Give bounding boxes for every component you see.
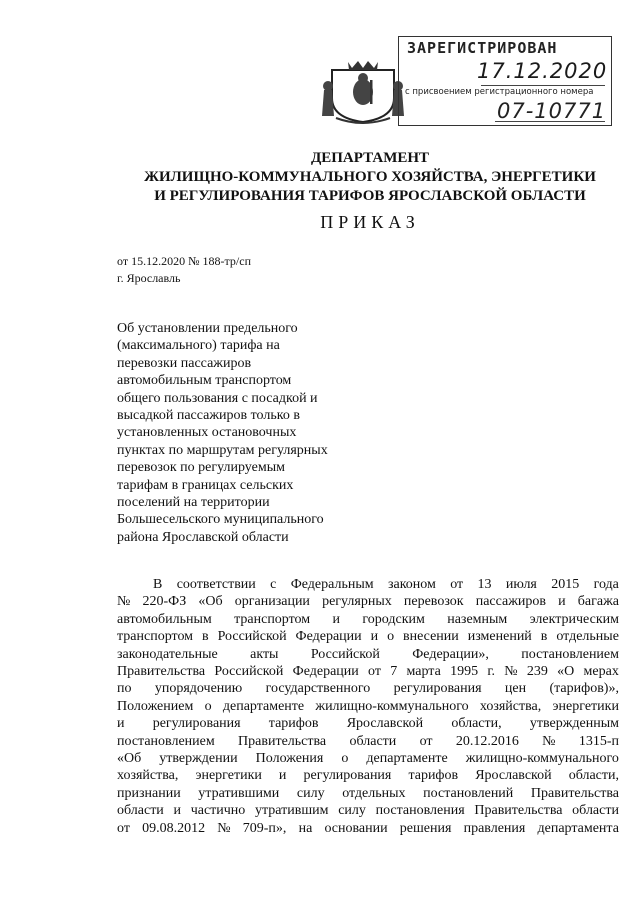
body-line: автомобильным транспортом и городским наземным электрическим [117, 611, 619, 627]
department-title-line1: ДЕПАРТАМЕНТ [310, 150, 430, 166]
stamp-registration-number: 07-10771 [497, 99, 607, 123]
department-title-line2: ЖИЛИЩНО-КОММУНАЛЬНОГО ХОЗЯЙСТВА, ЭНЕРГЕТИКИ [144, 169, 596, 185]
body-line: признании утратившими силу отдельных постановлений Правительства [117, 785, 619, 801]
body-line: от 09.08.2012 № 709-п», на основании решения правления департамента [117, 820, 619, 836]
subject-line: автомобильным транспортом [117, 373, 292, 389]
subject-line: общего пользования с посадкой и [117, 390, 318, 406]
subject-line: поселений на территории [117, 495, 270, 511]
subject-line: тарифам в границах сельских [117, 477, 294, 493]
body-line: по упорядочению государственного регулирования цен (тарифов)», [117, 681, 619, 697]
body-line: и регулирования тарифов Ярославской области, утвержденным [117, 716, 619, 732]
body-line: транспортом в Российской Федерации и о внесении изменений в отдельные [117, 629, 619, 645]
document-city: г. Ярославль [117, 271, 181, 285]
body-line: законодательные акты Российской Федерации», постановлением [117, 646, 619, 662]
stamp-title: ЗАРЕГИСТРИРОВАН [407, 39, 558, 57]
document-type: ПРИКАЗ [320, 212, 420, 232]
body-line: Положением о департаменте жилищно-коммунального хозяйства, энергетики [117, 698, 619, 714]
department-title-line3: И РЕГУЛИРОВАНИЯ ТАРИФОВ ЯРОСЛАВСКОЙ ОБЛАСТИ [154, 188, 586, 204]
registration-stamp [398, 36, 612, 126]
subject-line: установленных остановочных [117, 425, 297, 441]
subject-line: пунктах по маршрутам регулярных [117, 442, 328, 458]
stamp-date: 17.12.2020 [477, 59, 608, 83]
subject-line: Об установлении предельного [117, 321, 298, 336]
stamp-caption: с присвоением регистрационного номера [405, 87, 594, 97]
subject-line: района Ярославской области [117, 529, 289, 545]
subject-line: перевозок по регулируемым [117, 460, 285, 476]
document-subject [117, 320, 362, 546]
stamp-date-underline [481, 85, 605, 86]
subject-line: (максимального) тарифа на [117, 338, 280, 354]
document-date-number: от 15.12.2020 № 188-тр/сп [117, 254, 252, 268]
stamp-number-underline [495, 121, 605, 122]
body-line: хозяйства, энергетики и регулирования тарифов Ярославской области, [117, 768, 619, 784]
subject-line: высадкой пассажиров только в [117, 408, 300, 424]
subject-line: Большесельского муниципального [117, 512, 324, 528]
body-line: области и частично утратившим силу постановления Правительства области [117, 803, 619, 819]
body-line: Правительства Российской Федерации от 7 марта 1995 г. № 239 «О мерах [117, 664, 619, 680]
body-line: № 220-ФЗ «Об организации регулярных перевозок пассажиров и багажа [117, 594, 619, 610]
body-line: «Об утверждении Положения о департаменте жилищно-коммунального [117, 751, 619, 767]
document-body [117, 576, 619, 837]
body-line: постановлением Правительства области от 20.12.2016 № 1315-п [117, 733, 619, 749]
coat-of-arms-emblem [322, 58, 404, 124]
subject-line: перевозки пассажиров [117, 355, 252, 371]
body-line: В соответствии с Федеральным законом от 13 июля 2015 года [153, 577, 619, 592]
